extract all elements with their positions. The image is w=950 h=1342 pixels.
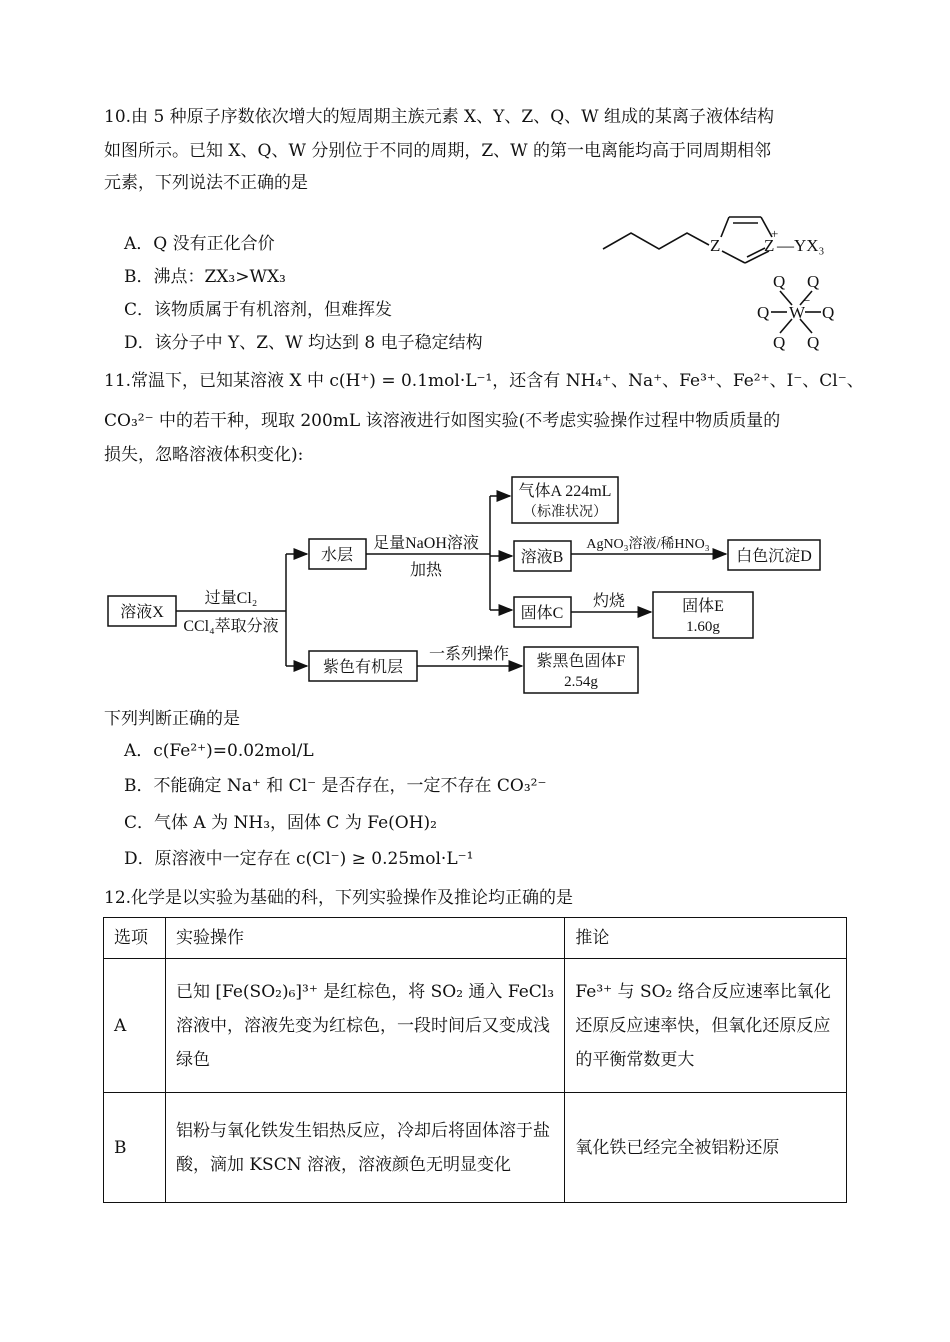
q-top-left: Q (773, 272, 786, 291)
box-solid-c: 固体C (520, 605, 564, 622)
box-white-precipitate-d: 白色沉淀D (736, 548, 812, 565)
header-inference: 推论 (565, 918, 847, 959)
q10-option-c: C．该物质属于有机溶剂，但难挥发 (124, 300, 393, 320)
row-b-inference: 氧化铁已经完全被铝粉还原 (565, 1093, 847, 1203)
box-solid-f-mass: 2.54g (564, 674, 598, 690)
q-bottom-right: Q (807, 333, 820, 352)
box-solution-x: 溶液X (120, 604, 164, 621)
row-b-operation: 铝粉与氧化铁发生铝热反应，冷却后将固体溶于盐酸，滴加 KSCN 溶液，溶液颜色无明显变化 (165, 1093, 564, 1203)
header-operation: 实验操作 (165, 918, 564, 959)
label-heat: 加热 (409, 562, 443, 579)
q11-option-a: A．c(Fe²⁺)=0.02mol/L (124, 741, 314, 761)
q11-judge: 下列判断正确的是 (104, 709, 240, 729)
ring-z-right: Z (764, 236, 775, 255)
row-a-option: A (104, 959, 166, 1093)
box-solid-e-mass: 1.60g (686, 619, 720, 635)
q11-option-c: C．气体 A 为 NH₃，固体 C 为 Fe(OH)₂ (124, 813, 437, 833)
label-naoh: 足量NaOH溶液 (373, 535, 479, 552)
box-gas-a-condition: （标准状况） (523, 505, 607, 520)
table-row (104, 1093, 847, 1203)
label-ccl4-extraction: CCl₄萃取分液 (183, 618, 279, 635)
q11-stem-line2: CO₃²⁻ 中的若干种，现取 200mL 该溶液进行如图实验(不考虑实验操作过程中物质质量的 (104, 411, 781, 431)
q12-table (103, 917, 847, 1203)
label-agno3: AgNO₃溶液/稀HNO₃ (586, 537, 710, 552)
row-a-operation: 已知 [Fe(SO₂)₆]³⁺ 是红棕色，将 SO₂ 通入 FeCl₃ 溶液中，溶液先变为红棕色，一段时间后又变成浅绿色 (165, 959, 564, 1093)
label-series-ops: 一系列操作 (428, 646, 510, 663)
box-solid-e: 固体E (682, 598, 724, 615)
box-gas-a: 气体A 224mL (518, 483, 612, 500)
cation-charge: + (771, 226, 779, 241)
yx3-group: —YX₃ (777, 236, 825, 255)
experiment-flow-diagram (100, 474, 840, 704)
w-center: W (789, 303, 806, 322)
ionic-liquid-structure (595, 205, 855, 355)
q10-option-a: A．Q 没有正化合价 (124, 234, 275, 254)
box-solid-f: 紫黑色固体F (536, 653, 626, 670)
table-row (104, 959, 847, 1093)
q10-option-b: B．沸点：ZX₃>WX₃ (124, 267, 286, 287)
q-left: Q (757, 303, 770, 322)
q11-option-b: B．不能确定 Na⁺ 和 Cl⁻ 是否存在，一定不存在 CO₃²⁻ (124, 776, 547, 796)
box-purple-organic-layer: 紫色有机层 (322, 659, 404, 676)
label-ignite: 灼烧 (592, 593, 626, 610)
row-b-option: B (104, 1093, 166, 1203)
row-a-inference: Fe³⁺ 与 SO₂ 络合反应速率比氧化还原反应速率快，但氧化还原反应的平衡常数更大 (565, 959, 847, 1093)
q-right: Q (822, 303, 835, 322)
ring-z-left: Z (710, 236, 721, 255)
box-solution-b: 溶液B (520, 549, 564, 566)
q-bottom-left: Q (773, 333, 786, 352)
anion-charge: − (803, 293, 811, 308)
label-excess-cl2: 过量Cl₂ (204, 590, 258, 607)
box-water-layer: 水层 (320, 547, 354, 564)
table-header-row (104, 918, 847, 959)
q11-option-d: D．原溶液中一定存在 c(Cl⁻) ≥ 0.25mol·L⁻¹ (124, 849, 474, 869)
q10-stem-line1: 10.由 5 种原子序数依次增大的短周期主族元素 X、Y、Z、Q、W 组成的某离子液体结构 (104, 107, 775, 127)
q10-stem-line2: 如图所示。已知 X、Q、W 分别位于不同的周期，Z、W 的第一电离能均高于同周期相邻 (104, 141, 772, 161)
q10-stem-line3: 元素，下列说法不正确的是 (104, 173, 308, 193)
q12-stem: 12.化学是以实验为基础的科，下列实验操作及推论均正确的是 (104, 888, 574, 908)
q11-stem-line3: 损失，忽略溶液体积变化): (104, 445, 304, 465)
q10-option-d: D．该分子中 Y、Z、W 均达到 8 电子稳定结构 (124, 333, 483, 353)
header-option: 选项 (104, 918, 166, 959)
q11-stem-line1: 11.常温下，已知某溶液 X 中 c(H⁺) = 0.1mol·L⁻¹，还含有 NH₄⁺、Na⁺、Fe³⁺、Fe²⁺、I⁻、Cl⁻、 (104, 371, 864, 391)
q-top-right: Q (807, 272, 820, 291)
